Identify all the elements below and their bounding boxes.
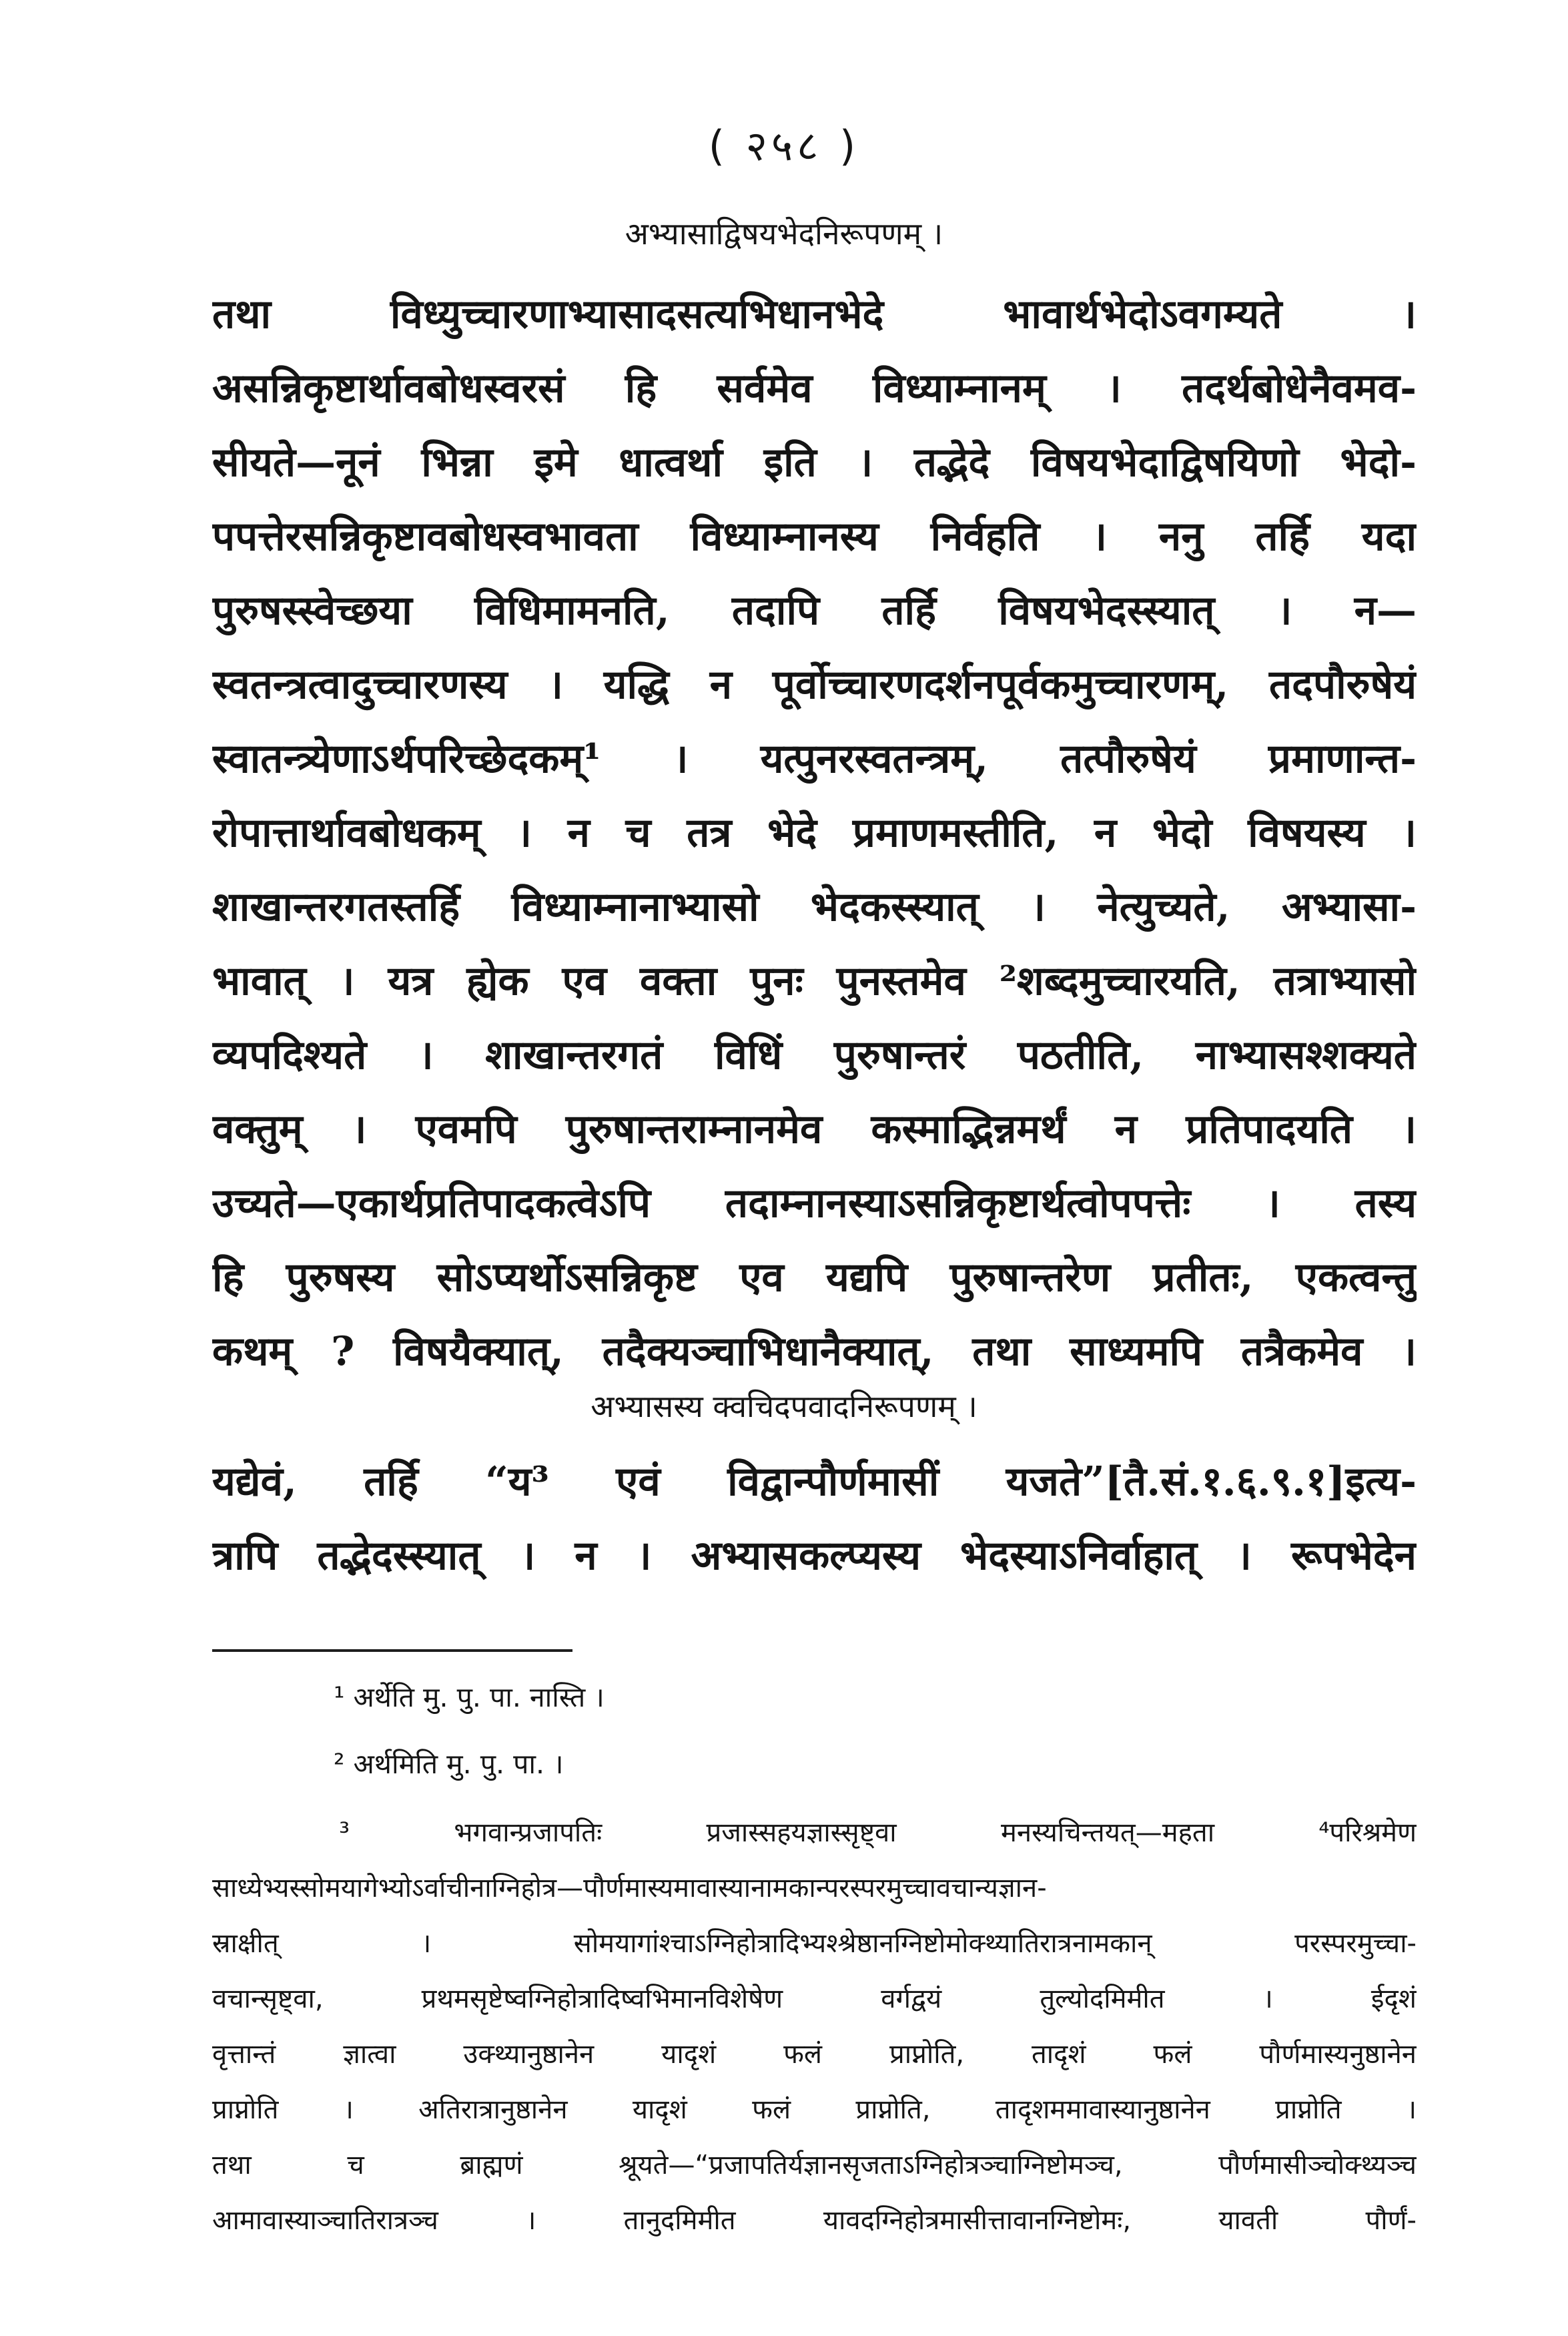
text-line: त्रापि तद्भेदस्स्यात् । न । अभ्यासकल्प्यस्य भेदस्याऽनिर्वाहात् । रूपभेदेन xyxy=(212,1532,1417,1579)
text-line: स्वतन्त्रत्वादुच्चारणस्य । यद्धि न पूर्वोच्चारणदर्शनपूर्वकमुच्चारणम्, तदपौरुषेयं xyxy=(212,661,1417,708)
footnote-1: ¹ अर्थेति मु. पु. पा. नास्ति । xyxy=(334,1681,605,1713)
text-line: वक्तुम् । एवमपि पुरुषान्तराम्नानमेव कस्माद्भिन्नमर्थं न प्रतिपादयति । xyxy=(212,1106,1417,1153)
footnote-line: तथा च ब्राह्मणं श्रूयते—“प्रजापतिर्यज्ञानसृजताऽग्निहोत्रञ्चाग्निष्टोमञ्च, पौर्णमासीञ्चोक्थ्यञ्च xyxy=(212,2150,1417,2180)
footnote-line: प्राप्नोति । अतिरात्रानुष्ठानेन यादृशं फलं प्राप्नोति, तादृशममावास्यानुष्ठानेन प्राप्नोति । xyxy=(212,2094,1417,2125)
footnote-3 xyxy=(212,1805,1417,2249)
main-paragraph-2 xyxy=(212,1445,1417,1593)
footnote-line: वचान्सृष्ट्वा, प्रथमसृष्टेष्वग्निहोत्रादिष्वभिमानविशेषेण वर्गद्वयं तुल्योदमिमीत । ईदृशं xyxy=(212,1984,1417,2014)
text-line: पुरुषस्स्वेच्छया विधिमामनति, तदापि तर्हि विषयभेदस्स्यात् । न— xyxy=(212,587,1417,634)
footnote-2: ² अर्थमिति मु. पु. पा. । xyxy=(334,1748,564,1780)
text-line: हि पुरुषस्य सोऽप्यर्थोऽसन्निकृष्ट एव यद्यपि पुरुषान्तरेण प्रतीतः, एकत्वन्तु xyxy=(212,1254,1417,1301)
text-line: रोपात्तार्थावबोधकम् । न च तत्र भेदे प्रमाणमस्तीति, न भेदो विषयस्य । xyxy=(212,810,1417,856)
text-line: यद्येवं, तर्हि “य³ एवं विद्वान्पौर्णमासीं यजते”[तै.सं.१.६.९.१]इत्य- xyxy=(212,1458,1417,1505)
text-line: स्वातन्त्र्येणाऽर्थपरिच्छेदकम्¹ । यत्पुनरस्वतन्त्रम्, तत्पौरुषेयं प्रमाणान्त- xyxy=(212,736,1417,782)
text-line: पपत्तेरसन्निकृष्टावबोधस्वभावता विध्याम्नानस्य निर्वहति । ननु तर्हि यदा xyxy=(212,513,1417,560)
text-line: शाखान्तरगतस्तर्हि विध्याम्नानाभ्यासो भेदकस्स्यात् । नेत्युच्यते, अभ्यासा- xyxy=(212,884,1417,930)
text-line: भावात् । यत्र ह्येक एव वक्ता पुनः पुनस्तमेव ²शब्दमुच्चारयति, तत्राभ्यासो xyxy=(212,958,1417,1004)
footnote-divider xyxy=(212,1649,572,1652)
footnote-line: ³ भगवान्प्रजापतिः प्रजास्सहयज्ञास्सृष्ट्वा मनस्यचिन्तयत्—महता ⁴परिश्रमेण xyxy=(339,1817,1417,1848)
section-heading-abhyasa-apavada: अभ्यासस्य क्वचिदपवादनिरूपणम् । xyxy=(591,1388,977,1424)
footnote-line: स्राक्षीत् । सोमयागांश्चाऽग्निहोत्रादिभ्यश्श्रेष्ठानग्निष्टोमोक्थ्यातिरात्रनामकान् परस्परमुच्चा- xyxy=(212,1928,1417,1959)
text-line: तथा विध्युच्चारणाभ्यासादसत्यभिधानभेदे भावार्थभेदोऽवगम्यते । xyxy=(212,291,1417,338)
text-line: उच्यते—एकार्थप्रतिपादकत्वेऽपि तदाम्नानस्याऽसन्निकृष्टार्थत्वोपपत्तेः । तस्य xyxy=(212,1180,1417,1227)
text-line: सीयते—नूनं भिन्ना इमे धात्वर्था इति । तद्भेदे विषयभेदाद्विषयिणो भेदो- xyxy=(212,439,1417,486)
main-paragraph-1 xyxy=(212,278,1417,1389)
footnote-line: वृत्तान्तं ज्ञात्वा उक्थ्यानुष्ठानेन यादृशं फलं प्राप्नोति, तादृशं फलं पौर्णमास्यनुष्ठानेन xyxy=(212,2039,1417,2070)
text-line: असन्निकृष्टार्थावबोधस्वरसं हि सर्वमेव विध्याम्नानम् । तदर्थबोधेनैवमव- xyxy=(212,365,1417,412)
footnote-line: आमावास्याञ्चातिरात्रञ्च । तानुदमिमीत यावदग्निहोत्रमासीत्तावानग्निष्टोमः, यावती पौर्णं- xyxy=(212,2205,1417,2236)
text-line: व्यपदिश्यते । शाखान्तरगतं विधिं पुरुषान्तरं पठतीति, नाभ्यासश्शक्यते xyxy=(212,1032,1417,1079)
text-line: कथम् ? विषयैक्यात्, तदैक्यञ्चाभिधानैक्यात्, तथा साध्यमपि तत्रैकमेव । xyxy=(212,1328,1417,1375)
page-number: ( २५८ ) xyxy=(708,121,860,170)
section-heading-abhyasa-vishaya: अभ्यासाद्विषयभेदनिरूपणम् । xyxy=(625,216,943,252)
footnote-line: साध्येभ्यस्सोमयागेभ्योऽर्वाचीनाग्निहोत्र—पौर्णमास्यमावास्यानामकान्परस्परमुच्चावचान्यज्ञान- xyxy=(212,1873,1047,1904)
